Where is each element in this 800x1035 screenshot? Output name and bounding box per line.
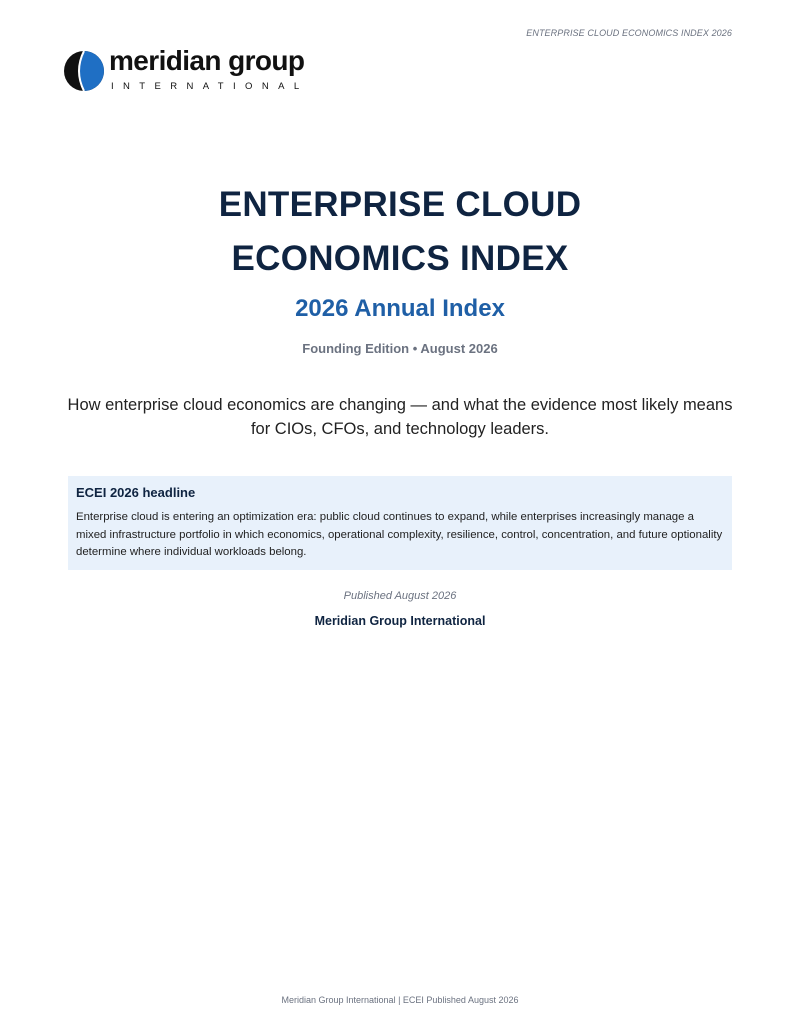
running-header: ENTERPRISE CLOUD ECONOMICS INDEX 2026 bbox=[526, 28, 732, 38]
edition-line: Founding Edition • August 2026 bbox=[302, 341, 498, 356]
logo-wordmark: meridian group bbox=[109, 44, 305, 76]
title-line-1: ENTERPRISE CLOUD bbox=[218, 185, 582, 224]
page-title bbox=[0, 178, 800, 286]
logo-subline: INTERNATIONAL bbox=[111, 80, 309, 92]
report-subtitle: 2026 Annual Index bbox=[295, 295, 505, 322]
headline-body: Enterprise cloud is entering an optimization era: public cloud continues to expand, while enterprises increasingly manage a mixed infrastructure portfolio in which economics, operational complexity, resilience, control, concentration, and future optionality determine where individual workloads belong. bbox=[76, 511, 723, 558]
meridian-logo-icon bbox=[63, 50, 105, 92]
title-line-2: ECONOMICS INDEX bbox=[231, 239, 569, 278]
published-date: Published August 2026 bbox=[343, 590, 457, 602]
tagline: How enterprise cloud economics are changing — and what the evidence most likely means for CIOs, CFOs, and technology leaders. bbox=[67, 396, 733, 438]
headline-label: ECEI 2026 headline bbox=[76, 485, 196, 500]
page-footer: Meridian Group International | ECEI Published August 2026 bbox=[281, 995, 519, 1005]
headline-callout bbox=[68, 476, 732, 570]
company-logo bbox=[63, 44, 309, 92]
organization-name: Meridian Group International bbox=[314, 614, 486, 628]
